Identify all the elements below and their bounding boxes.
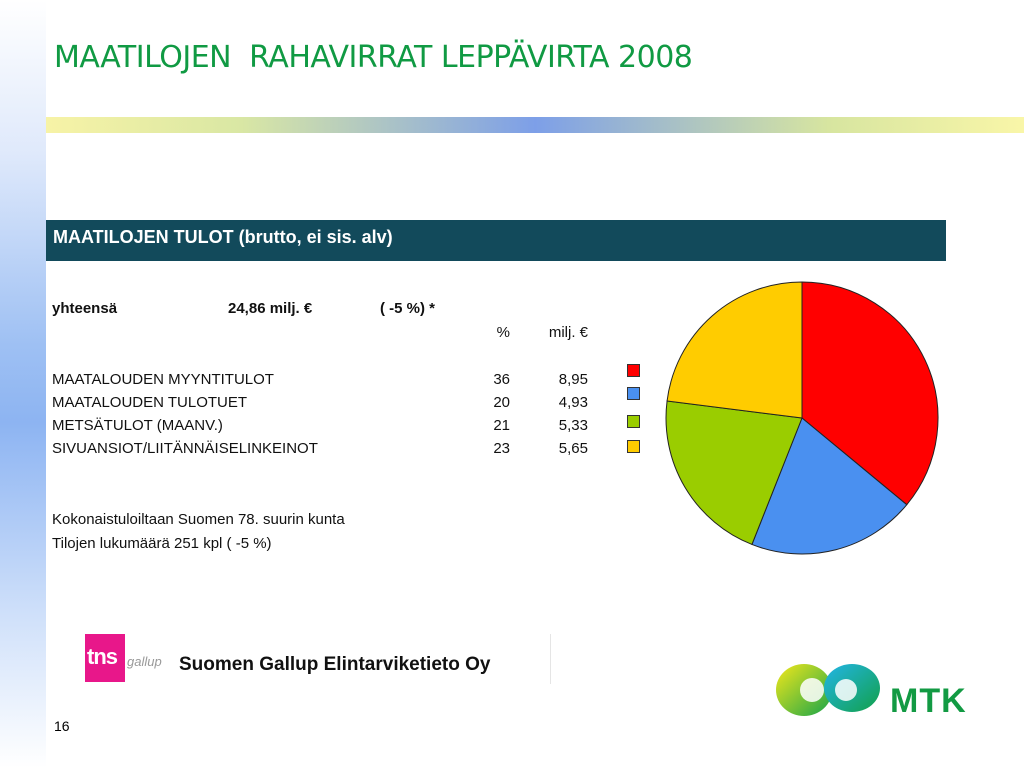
row-label: SIVUANSIOT/LIITÄNNÄISELINKEINOT — [52, 440, 318, 457]
row-pct: 20 — [493, 394, 510, 411]
row-pct: 21 — [493, 417, 510, 434]
row-meur: 5,33 — [558, 417, 588, 434]
legend-swatch-blue — [627, 387, 640, 400]
row-pct: 36 — [493, 371, 510, 388]
note-farm-count: Tilojen lukumäärä 251 kpl ( -5 %) — [52, 535, 272, 552]
income-pie-chart — [640, 268, 950, 568]
row-meur: 5,65 — [558, 440, 588, 457]
total-label: yhteensä — [52, 300, 118, 317]
row-meur: 8,95 — [558, 371, 588, 388]
legend-swatch-green — [627, 415, 640, 428]
legend-swatch-red — [627, 364, 640, 377]
tns-logo-text: tns — [87, 644, 117, 669]
logo-caption: Suomen Gallup Elintarviketieto Oy — [179, 654, 491, 675]
row-label: MAATALOUDEN TULOTUET — [52, 394, 248, 411]
row-pct: 23 — [493, 440, 510, 457]
row-label: METSÄTULOT (MAANV.) — [52, 417, 223, 434]
mtk-logo-icon — [772, 660, 884, 724]
panel-header: MAATILOJEN TULOT (brutto, ei sis. alv) — [46, 220, 946, 261]
pie-slice-yellow — [667, 282, 802, 418]
gallup-logo-text: gallup — [127, 654, 162, 669]
column-header-pct: % — [496, 324, 510, 341]
tns-gallup-logo-strip — [85, 634, 551, 684]
total-change: ( -5 %) * — [380, 300, 436, 317]
total-value: 24,86 milj. € — [228, 300, 313, 317]
tns-logo — [85, 634, 125, 682]
slide-title: MAATILOJEN RAHAVIRRAT LEPPÄVIRTA 2008 — [54, 40, 693, 75]
left-gradient-bar — [0, 0, 46, 768]
page-number: 16 — [54, 718, 70, 734]
legend-swatch-yellow — [627, 440, 640, 453]
row-label: MAATALOUDEN MYYNTITULOT — [52, 371, 274, 388]
title-rule — [46, 117, 1024, 133]
row-meur: 4,93 — [558, 394, 588, 411]
mtk-logo-text: MTK — [890, 682, 967, 720]
note-municipality-rank: Kokonaistuloiltaan Suomen 78. suurin kunta — [52, 511, 345, 528]
column-header-meur: milj. € — [548, 324, 588, 341]
